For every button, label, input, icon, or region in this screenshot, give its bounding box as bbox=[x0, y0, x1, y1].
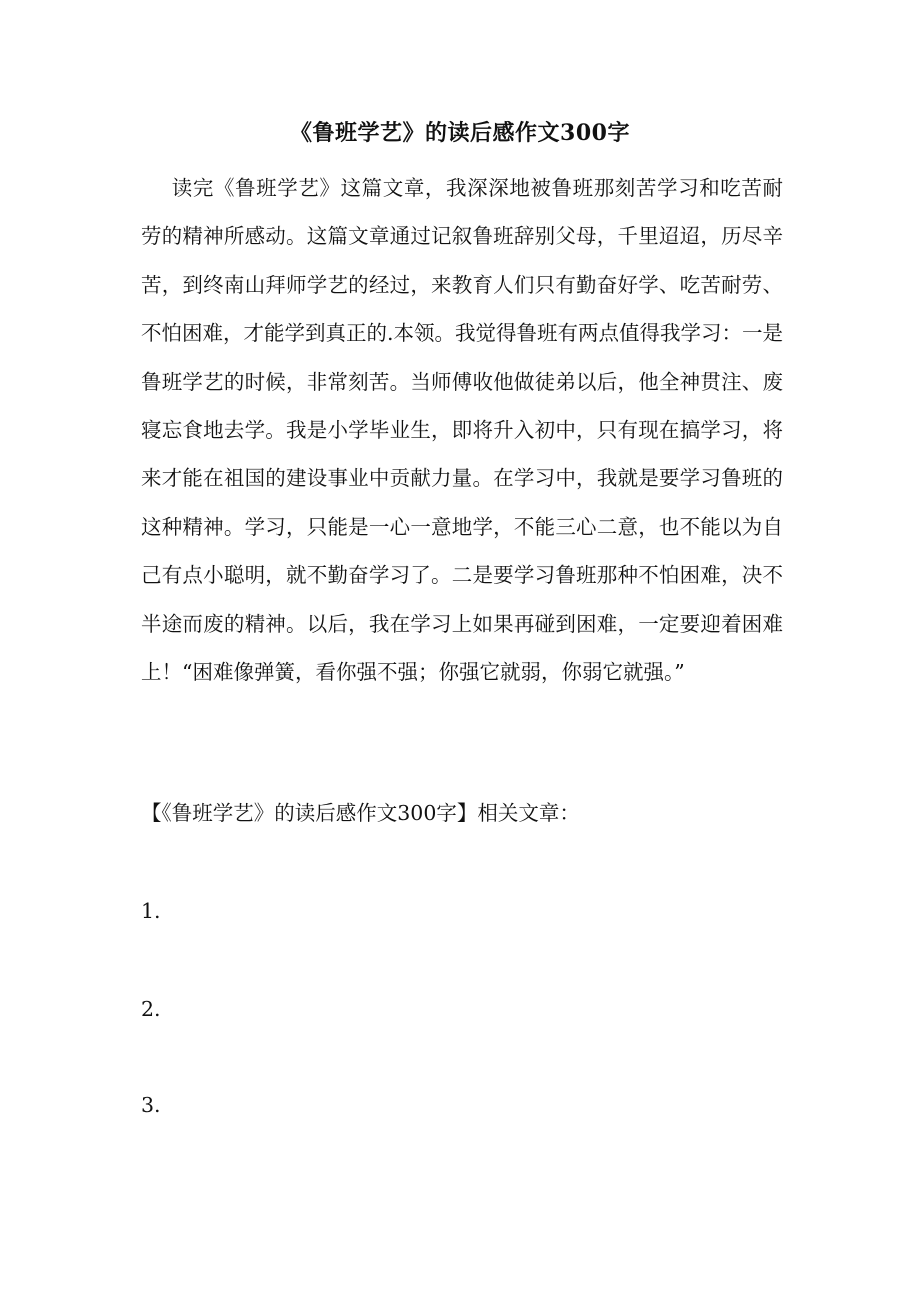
document-body-paragraph: 读完《鲁班学艺》这篇文章，我深深地被鲁班那刻苦学习和吃苦耐劳的精神所感动。这篇文章通过记叙鲁班辞别父母，千里迢迢，历尽辛苦，到终南山拜师学艺的经过，来教育人们只有勤奋好学、吃苦耐劳、不怕困难，才能学到真正的.本领。我觉得鲁班有两点值得我学习：一是鲁班学艺的时候，非常刻苦。当师傅收他做徒弟以后，他全神贯注、废寝忘食地去学。我是小学毕业生，即将升入初中，只有现在搞学习，将来才能在祖国的建设事业中贡献力量。在学习中，我就是要学习鲁班的这种精神。学习，只能是一心一意地学，不能三心二意，也不能以为自己有点小聪明，就不勤奋学习了。二是要学习鲁班那种不怕困难，决不半途而废的精神。以后，我在学习上如果再碰到困难，一定要迎着困难上！“困难像弹簧，看你强不强；你强它就弱，你弱它就强。” bbox=[141, 176, 784, 685]
related-item-2[interactable]: 2. bbox=[141, 997, 161, 1021]
related-articles-heading: 【《鲁班学艺》的读后感作文300字】相关文章： bbox=[141, 801, 580, 825]
document-title: 《鲁班学艺》的读后感作文300字 bbox=[290, 120, 630, 146]
related-item-1[interactable]: 1. bbox=[141, 899, 161, 923]
related-item-3[interactable]: 3. bbox=[141, 1093, 161, 1117]
